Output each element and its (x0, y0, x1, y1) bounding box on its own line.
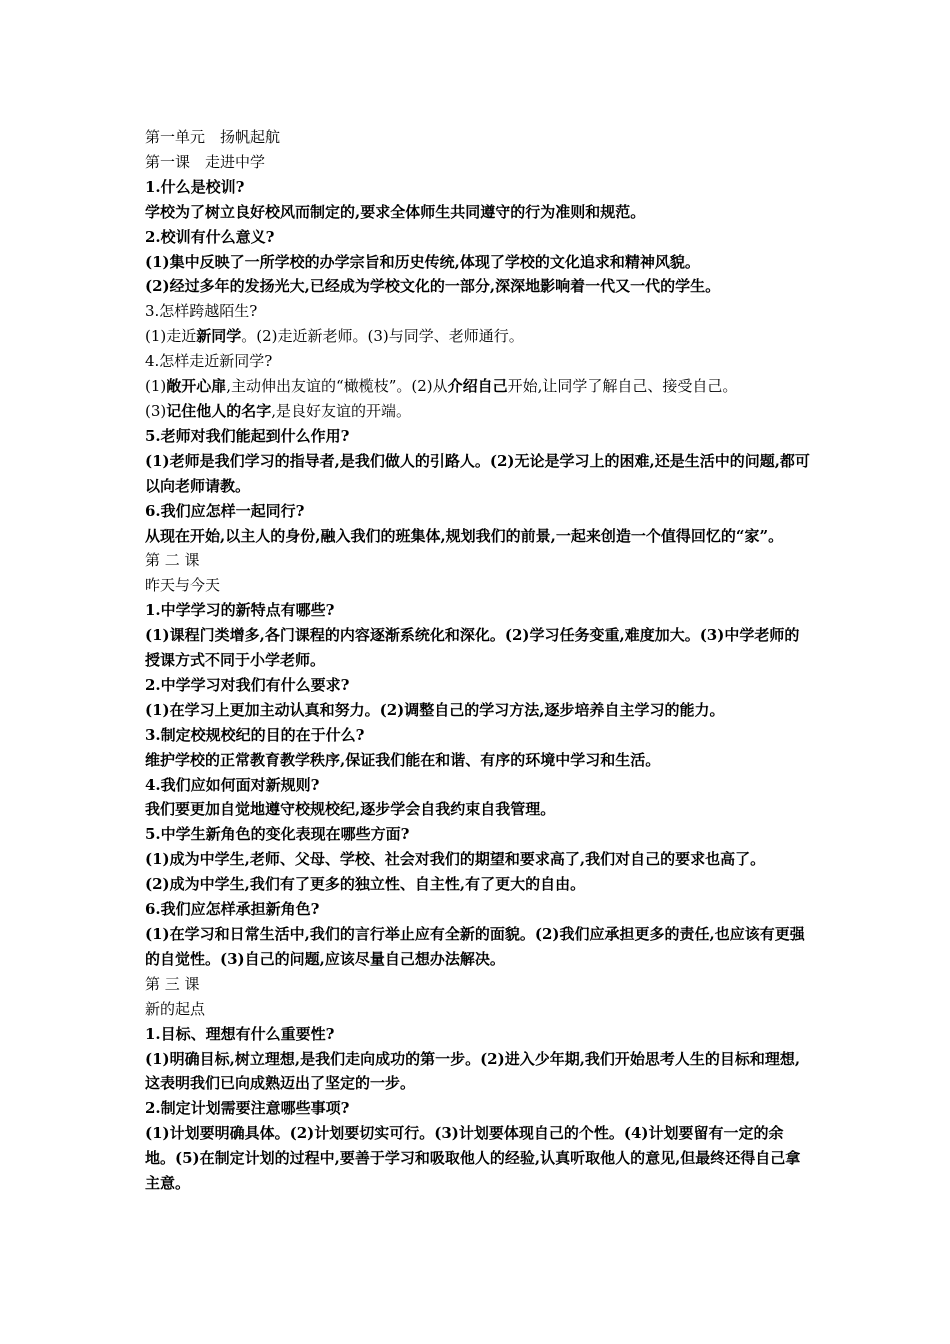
text-run: (1)在学习上更加主动认真和努力。(2)调整自己的学习方法,逐步培养自主学习的能力。 (145, 700, 725, 719)
paragraph (145, 773, 810, 798)
paragraph (145, 723, 810, 748)
text-run: (3) (145, 401, 167, 420)
text-run: (1)在学习和日常生活中,我们的言行举止应有全新的面貌。(2)我们应承担更多的责任,也应该有更强的自觉性。(3)自己的问题,应该尽量自己想办法解决。 (145, 925, 805, 968)
paragraph (145, 872, 810, 897)
paragraph (145, 250, 810, 275)
paragraph (145, 748, 810, 773)
paragraph (145, 424, 810, 449)
text-run: 新的起点 (145, 999, 206, 1018)
paragraph (145, 524, 810, 549)
paragraph (145, 972, 810, 997)
text-run: 开始,让同学了解自己、接受自己。 (507, 377, 738, 396)
paragraph (145, 598, 810, 623)
text-run: 我们要更加自觉地遵守校规校纪,逐步学会自我约束自我管理。 (145, 800, 556, 819)
paragraph (145, 897, 810, 922)
text-run: 第 三 课 (145, 974, 200, 993)
text-run: 2.制定计划需要注意哪些事项? (145, 1099, 350, 1118)
paragraph (145, 150, 810, 175)
text-run: 第一单元 扬帆起航 (145, 128, 281, 146)
text-run: 从现在开始,以主人的身份,融入我们的班集体,规划我们的前景,一起来创造一个值得回忆的“家”。 (145, 526, 784, 545)
paragraph (145, 349, 810, 374)
text-run: ,是良好友谊的开端。 (271, 401, 412, 420)
text-run: 昨天与今天 (145, 576, 221, 595)
text-run: 5.中学生新角色的变化表现在哪些方面? (145, 825, 410, 844)
paragraph (145, 1096, 810, 1121)
paragraph (145, 449, 810, 499)
paragraph (145, 499, 810, 524)
bold-text-run: 敞开心扉 (166, 377, 227, 396)
text-run: 第一课 走进中学 (145, 152, 266, 171)
text-run: (2)成为中学生,我们有了更多的独立性、自主性,有了更大的自由。 (145, 875, 586, 894)
text-run: 学校为了树立良好校风而制定的,要求全体师生共同遵守的行为准则和规范。 (145, 202, 646, 221)
paragraph (145, 997, 810, 1022)
paragraph (145, 299, 810, 324)
paragraph (145, 573, 810, 598)
text-run: 3.怎样跨越陌生? (145, 302, 258, 321)
bold-text-run: 记住他人的名字 (166, 401, 272, 420)
text-run: (1)计划要明确具体。(2)计划要切实可行。(3)计划要体现自己的个性。(4)计划要留有一定的余地。(5)在制定计划的过程中,要善于学习和吸取他人的经验,认真听取他人的意见,但最终还得自己拿主意。 (145, 1124, 801, 1193)
text-run: (1)成为中学生,老师、父母、学校、社会对我们的期望和要求高了,我们对自己的要求也高了。 (145, 850, 766, 869)
text-run: 4.我们应如何面对新规则? (145, 775, 320, 794)
text-run: 第 二 课 (145, 551, 200, 570)
text-run: 2.校训有什么意义? (145, 227, 275, 246)
text-run: (2)经过多年的发扬光大,已经成为学校文化的一部分,深深地影响着一代又一代的学生。 (145, 277, 721, 296)
paragraph (145, 922, 810, 972)
paragraph (145, 797, 810, 822)
paragraph (145, 1047, 810, 1097)
paragraph (145, 623, 810, 673)
paragraph (145, 698, 810, 723)
text-run: 。(2)走近新老师。(3)与同学、老师通行。 (241, 327, 524, 346)
text-run: (1) (145, 377, 167, 396)
text-run: (1)走近 (145, 327, 197, 346)
paragraph (145, 125, 810, 150)
paragraph (145, 1121, 810, 1196)
paragraph (145, 847, 810, 872)
paragraph (145, 175, 810, 200)
bold-text-run: 新同学 (196, 327, 242, 346)
paragraph (145, 274, 810, 299)
document-body (145, 125, 810, 1196)
text-run: (1)课程门类增多,各门课程的内容逐渐系统化和深化。(2)学习任务变重,难度加大。(3)中学老师的授课方式不同于小学老师。 (145, 626, 800, 670)
text-run: 2.中学学习对我们有什么要求? (145, 675, 350, 694)
paragraph (145, 399, 810, 424)
paragraph (145, 1022, 810, 1047)
paragraph (145, 200, 810, 225)
paragraph (145, 374, 810, 399)
text-run: 1.什么是校训? (145, 177, 245, 196)
text-run: 4.怎样走近新同学? (145, 352, 273, 371)
text-run: 3.制定校规校纪的目的在于什么? (145, 725, 365, 744)
paragraph (145, 324, 810, 349)
paragraph (145, 225, 810, 250)
text-run: (1)明确目标,树立理想,是我们走向成功的第一步。(2)进入少年期,我们开始思考人生的目标和理想,这表明我们已向成熟迈出了坚定的一步。 (145, 1049, 801, 1093)
text-run: 1.中学学习的新特点有哪些? (145, 601, 335, 620)
text-run: (1)老师是我们学习的指导者,是我们做人的引路人。(2)无论是学习上的困难,还是生活中的问题,都可以向老师请教。 (145, 451, 810, 495)
text-run: 6.我们应怎样一起同行? (145, 501, 305, 520)
text-run: 1.目标、理想有什么重要性? (145, 1024, 335, 1043)
paragraph (145, 673, 810, 698)
text-run: ,主动伸出友谊的“橄榄枝”。(2)从 (226, 377, 448, 396)
paragraph (145, 548, 810, 573)
text-run: 6.我们应怎样承担新角色? (145, 900, 320, 919)
text-run: (1)集中反映了一所学校的办学宗旨和历史传统,体现了学校的文化追求和精神风貌。 (145, 252, 700, 271)
paragraph (145, 822, 810, 847)
bold-text-run: 介绍自己 (447, 377, 508, 396)
text-run: 5.老师对我们能起到什么作用? (145, 426, 350, 445)
text-run: 维护学校的正常教育教学秩序,保证我们能在和谐、有序的环境中学习和生活。 (145, 750, 661, 769)
